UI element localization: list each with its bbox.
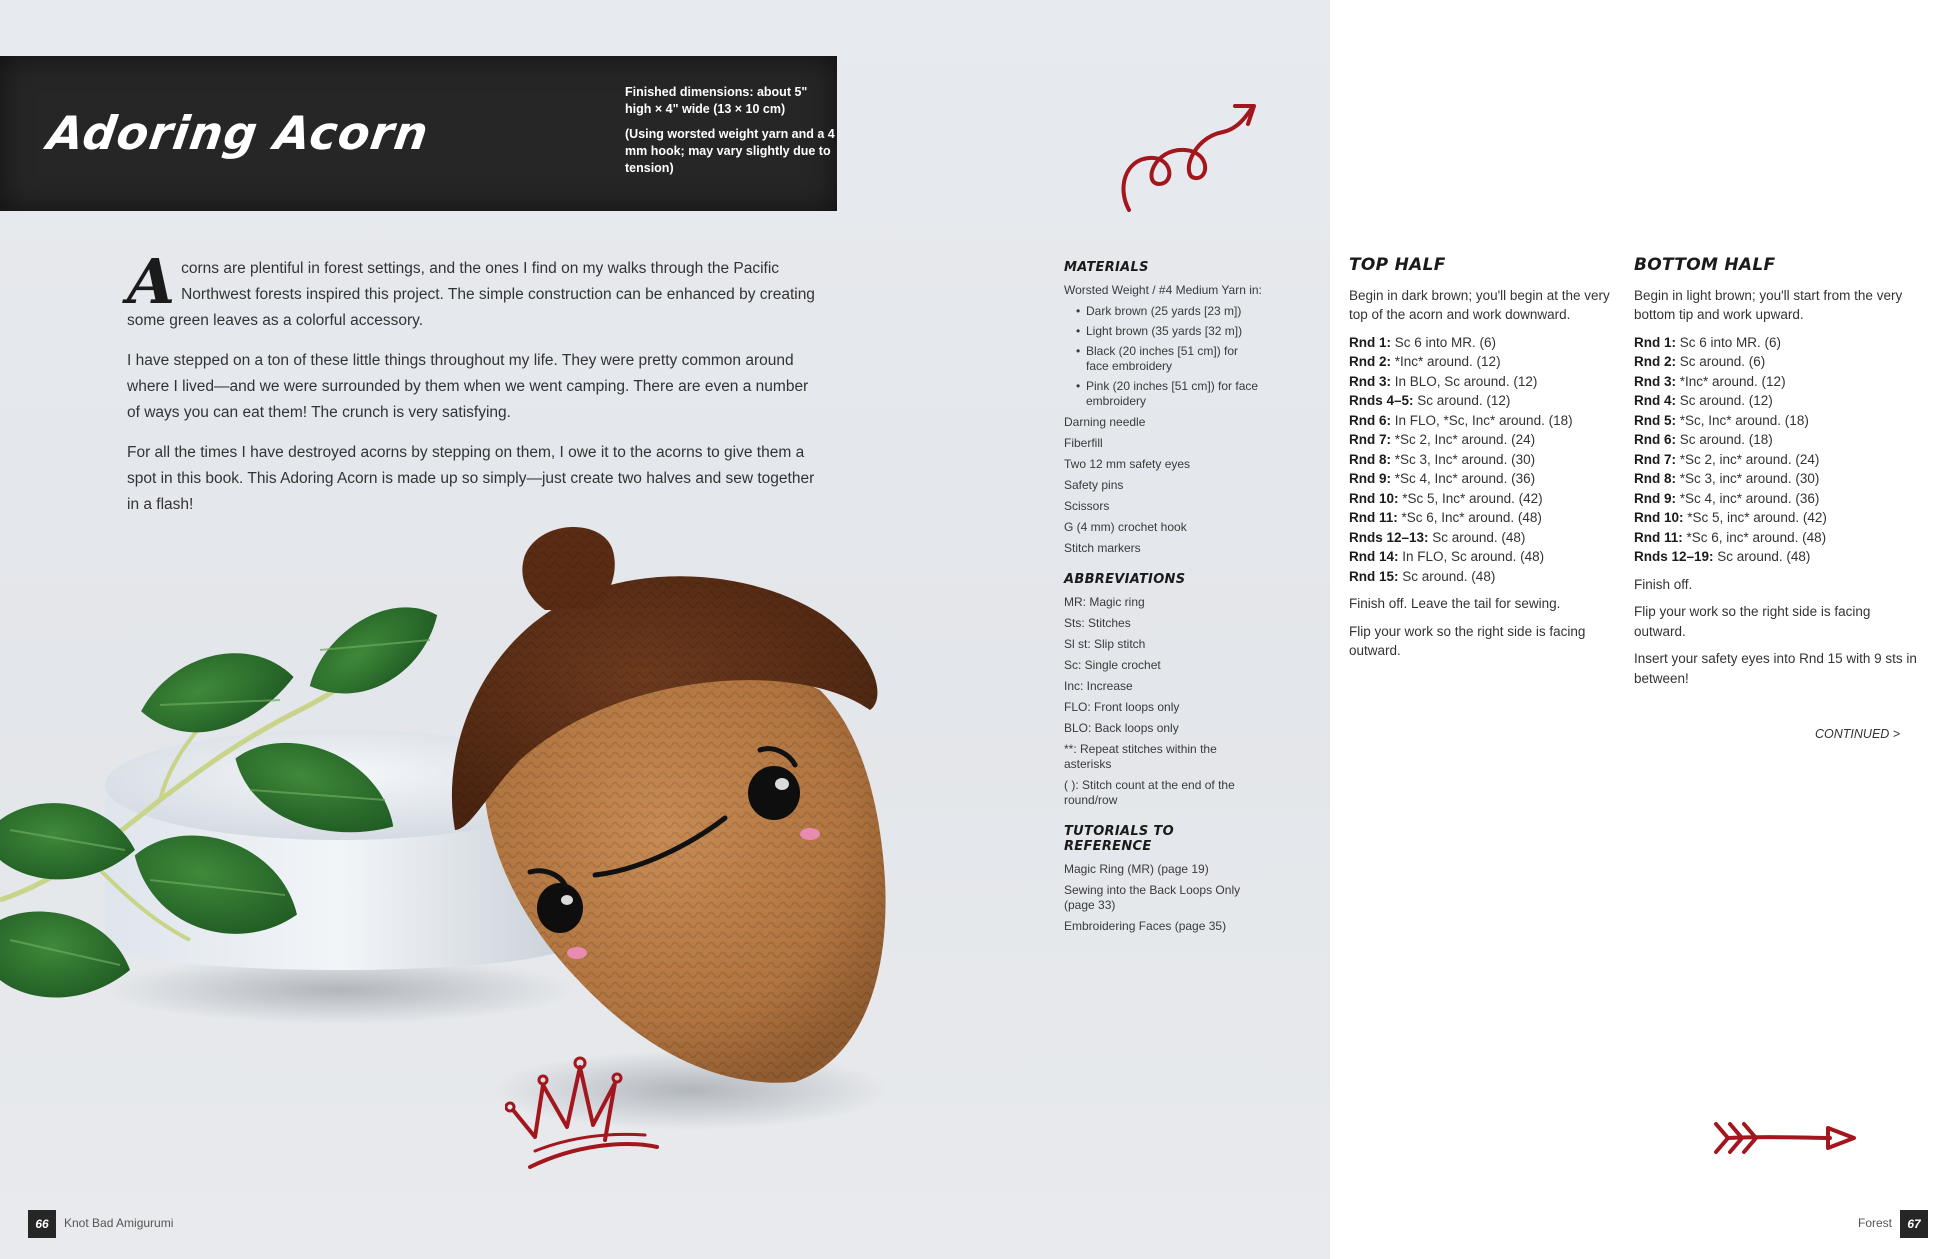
round-label: Rnd 4:: [1634, 393, 1676, 408]
round-label: Rnd 2:: [1634, 354, 1676, 369]
abbreviations-list: [1064, 595, 1264, 808]
yarn-color-item: • Light brown (35 yards [32 m]): [1064, 324, 1264, 339]
round-label: Rnd 7:: [1349, 432, 1391, 447]
drop-cap: A: [127, 245, 176, 318]
round-text: Sc 6 into MR. (6): [1391, 334, 1497, 350]
round-instruction: [1349, 411, 1621, 431]
bottom-half-heading: BOTTOM HALF: [1634, 255, 1776, 275]
round-text: *Sc, Inc* around. (18): [1676, 412, 1809, 428]
round-text: *Sc 4, inc* around. (36): [1676, 490, 1820, 506]
round-text: Sc 6 into MR. (6): [1676, 334, 1782, 350]
round-instruction: [1349, 372, 1621, 392]
round-text: Sc around. (48): [1428, 529, 1526, 545]
acorn-photo: [0, 500, 1000, 1200]
dimensions-line: Finished dimensions: about 5" high × 4" wide (13 × 10 cm): [625, 85, 808, 116]
materials-heading: MATERIALS: [1064, 260, 1149, 275]
finished-dimensions: [625, 84, 835, 185]
page-title: Adoring Acorn: [44, 106, 433, 160]
tutorials-list: [1064, 862, 1264, 934]
round-label: Rnd 15:: [1349, 568, 1399, 584]
round-instruction: [1349, 528, 1621, 548]
instruction-note: Flip your work so the right side is facing outward.: [1634, 604, 1871, 639]
round-instruction: [1349, 508, 1621, 528]
round-instruction: [1634, 430, 1919, 450]
round-text: Sc around. (12): [1676, 393, 1773, 408]
abbreviation-item: BLO: Back loops only: [1064, 721, 1179, 735]
round-instruction: [1349, 469, 1621, 489]
title-banner: [0, 56, 837, 211]
page-number: 67: [1900, 1210, 1928, 1238]
materials-item: G (4 mm) crochet hook: [1064, 520, 1187, 534]
round-instruction: [1349, 567, 1621, 587]
yarn-color-item: • Pink (20 inches [51 cm]) for face embroidery: [1064, 379, 1264, 409]
top-half-intro: Begin in dark brown; you'll begin at the very top of the acorn and work downward.: [1349, 287, 1610, 322]
round-text: *Inc* around. (12): [1391, 354, 1501, 369]
round-text: Sc around. (48): [1398, 568, 1496, 584]
round-instruction: [1349, 352, 1621, 372]
round-label: Rnd 5:: [1634, 412, 1676, 428]
abbreviation-item: Inc: Increase: [1064, 679, 1133, 693]
round-text: *Inc* around. (12): [1676, 373, 1786, 389]
round-instruction: [1634, 450, 1919, 470]
yarn-colors-list: [1064, 304, 1264, 409]
round-label: Rnd 8:: [1634, 471, 1676, 486]
instruction-note: Insert your safety eyes into Rnd 15 with 9 sts in between!: [1634, 651, 1917, 686]
round-instruction: [1634, 352, 1919, 372]
round-instruction: [1634, 508, 1919, 528]
intro-paragraph-text: corns are plentiful in forest settings, and the ones I find on my walks through the Pacific Northwest forests inspired this project. The simple construction can be enhanced by creating some green leaves as a colorful accessory.: [127, 260, 815, 329]
round-text: *Sc 5, Inc* around. (42): [1398, 490, 1543, 506]
yarn-color-item: • Black (20 inches [51 cm]) for face embroidery: [1064, 344, 1264, 374]
materials-list: [1064, 283, 1264, 298]
round-instruction: [1634, 391, 1919, 411]
round-label: Rnd 10:: [1349, 490, 1399, 506]
round-text: In FLO, Sc around. (48): [1398, 549, 1545, 564]
round-instruction: [1634, 489, 1919, 509]
intro-text: [127, 245, 817, 532]
instruction-note: Finish off.: [1634, 576, 1693, 592]
abbreviation-item: MR: Magic ring: [1064, 595, 1145, 609]
round-instruction: [1349, 547, 1621, 567]
materials-item: Stitch markers: [1064, 541, 1141, 555]
tutorial-item: Embroidering Faces (page 35): [1064, 919, 1227, 933]
footer-right: [1858, 1210, 1928, 1238]
round-label: Rnd 3:: [1349, 373, 1391, 389]
top-half-heading: TOP HALF: [1349, 255, 1446, 275]
round-instruction: [1349, 391, 1621, 411]
round-label: Rnd 6:: [1349, 412, 1391, 428]
abbreviation-item: FLO: Front loops only: [1064, 700, 1180, 714]
round-instruction: [1349, 333, 1621, 353]
round-text: In FLO, *Sc, Inc* around. (18): [1391, 412, 1573, 428]
round-instruction: [1634, 333, 1919, 353]
round-text: *Sc 4, Inc* around. (36): [1391, 471, 1536, 486]
round-instruction: [1634, 372, 1919, 392]
round-text: *Sc 6, inc* around. (48): [1682, 529, 1827, 545]
round-label: Rnd 14:: [1349, 549, 1399, 564]
instruction-note: Flip your work so the right side is facing outward.: [1349, 623, 1586, 658]
abbreviation-item: ( ): Stitch count at the end of the round/row: [1064, 778, 1235, 807]
bottom-half-rounds: [1634, 333, 1919, 567]
materials-item: Darning needle: [1064, 415, 1146, 429]
abbreviations-heading: ABBREVIATIONS: [1064, 572, 1186, 587]
round-text: Sc around. (18): [1676, 432, 1773, 447]
tutorial-item: Magic Ring (MR) (page 19): [1064, 862, 1209, 876]
round-instruction: [1634, 528, 1919, 548]
round-label: Rnd 3:: [1634, 373, 1676, 389]
round-text: *Sc 2, inc* around. (24): [1676, 451, 1820, 467]
abbreviation-item: Sts: Stitches: [1064, 616, 1131, 630]
crown-doodle: [505, 1055, 665, 1175]
arrow-doodle: [1710, 1118, 1860, 1158]
round-label: Rnd 7:: [1634, 451, 1676, 467]
round-instruction: [1634, 411, 1919, 431]
round-text: Sc around. (12): [1413, 393, 1511, 408]
yarn-color-item: • Dark brown (25 yards [23 m]): [1064, 304, 1264, 319]
tutorials-heading: TUTORIALS TO REFERENCE: [1064, 824, 1174, 854]
round-label: Rnds 12–19:: [1634, 549, 1714, 564]
materials-item: Safety pins: [1064, 478, 1124, 492]
round-text: *Sc 2, Inc* around. (24): [1391, 432, 1536, 447]
round-label: Rnd 9:: [1634, 490, 1676, 506]
chapter-name: Forest: [1857, 1216, 1892, 1231]
bottom-half-after: [1634, 575, 1919, 689]
top-half-rounds: [1349, 333, 1621, 587]
dimensions-note: (Using worsted weight yarn and a 4 mm hook; may vary slightly due to tension): [625, 127, 835, 175]
round-text: *Sc 3, Inc* around. (30): [1391, 451, 1536, 467]
materials-item: Worsted Weight / #4 Medium Yarn in:: [1064, 283, 1262, 297]
materials-item: Fiberfill: [1064, 436, 1103, 450]
instruction-note: Finish off. Leave the tail for sewing.: [1349, 596, 1561, 611]
materials-list: [1064, 415, 1264, 556]
page-number: 66: [28, 1210, 56, 1238]
materials-item: Scissors: [1064, 499, 1110, 513]
round-instruction: [1349, 489, 1621, 509]
materials-column: [1064, 256, 1264, 940]
curly-arrow-doodle: [1115, 98, 1265, 218]
round-instruction: [1349, 450, 1621, 470]
book-title: Knot Bad Amigurumi: [64, 1216, 174, 1231]
round-label: Rnd 6:: [1634, 432, 1676, 447]
round-instruction: [1634, 469, 1919, 489]
round-label: Rnd 11:: [1349, 510, 1398, 525]
abbreviation-item: Sc: Single crochet: [1064, 658, 1161, 672]
top-half-after: [1349, 594, 1621, 661]
round-label: Rnds 4–5:: [1349, 393, 1414, 408]
bottom-half-intro: Begin in light brown; you'll start from the very bottom tip and work upward.: [1634, 287, 1903, 322]
round-instruction: [1634, 547, 1919, 567]
round-label: Rnd 1:: [1634, 334, 1676, 350]
materials-item: Two 12 mm safety eyes: [1064, 457, 1191, 471]
round-text: *Sc 3, inc* around. (30): [1676, 471, 1820, 486]
intro-paragraph: For all the times I have destroyed acorns by stepping on them, I owe it to the acorns to give them a spot in this book. This Adoring Acorn is made up so simply—just create two halves and sew together in a flash!: [127, 444, 815, 513]
intro-paragraph: [127, 245, 817, 334]
footer-left: [28, 1210, 173, 1238]
round-label: Rnds 12–13:: [1349, 529, 1429, 545]
round-text: Sc around. (6): [1676, 354, 1766, 369]
bottom-half-column: [1634, 256, 1919, 688]
round-label: Rnd 9:: [1349, 471, 1391, 486]
abbreviation-item: Sl st: Slip stitch: [1064, 637, 1146, 651]
continued-label: CONTINUED >: [1815, 727, 1901, 741]
top-half-column: [1349, 256, 1621, 661]
round-text: *Sc 6, Inc* around. (48): [1397, 510, 1542, 525]
round-text: *Sc 5, inc* around. (42): [1683, 510, 1827, 525]
round-label: Rnd 11:: [1634, 529, 1683, 545]
tutorial-item: Sewing into the Back Loops Only (page 33): [1064, 883, 1241, 912]
round-label: Rnd 1:: [1349, 334, 1391, 350]
round-instruction: [1349, 430, 1621, 450]
round-label: Rnd 10:: [1634, 510, 1684, 525]
intro-paragraph: I have stepped on a ton of these little things throughout my life. They were pretty common around where I lived—and we were surrounded by them when we went camping. There are even a number of ways you can eat them! The crunch is very satisfying.: [127, 352, 809, 421]
abbreviation-item: **: Repeat stitches within the asterisks: [1064, 742, 1217, 771]
round-text: In BLO, Sc around. (12): [1391, 373, 1538, 389]
round-text: Sc around. (48): [1713, 549, 1811, 564]
round-label: Rnd 8:: [1349, 451, 1391, 467]
round-label: Rnd 2:: [1349, 354, 1391, 369]
